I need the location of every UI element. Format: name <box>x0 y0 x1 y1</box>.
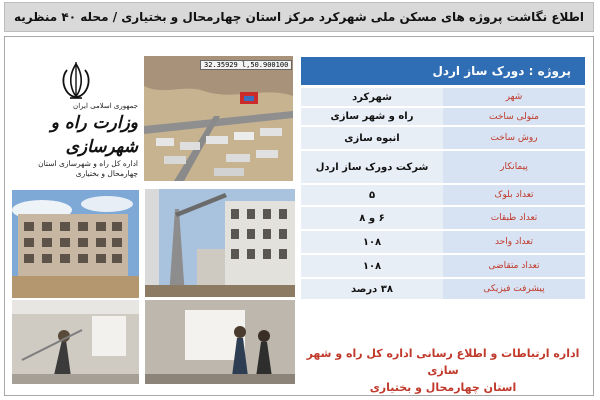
aerial-photo-drawing <box>144 56 293 181</box>
row-value: ۱۰۸ <box>301 230 443 254</box>
row-value: ۵ <box>301 184 443 206</box>
row-value: ۳۸ درصد <box>301 278 443 300</box>
building-exterior-photo-1 <box>12 190 139 298</box>
table-row <box>301 88 585 107</box>
table-row <box>301 184 585 206</box>
building-photo-drawing-1 <box>12 190 139 298</box>
row-value: انبوه سازی <box>301 126 443 150</box>
project-info-table <box>301 88 585 301</box>
row-value: راه و شهر سازی <box>301 107 443 126</box>
footer-credit <box>301 345 585 396</box>
row-key: شهر <box>443 88 585 107</box>
iran-emblem-icon <box>58 60 94 100</box>
building-photo-drawing-2 <box>145 189 295 297</box>
logo-line-2: وزارت راه و شهرسازی <box>50 113 138 157</box>
row-value: شهرکرد <box>301 88 443 107</box>
table-row <box>301 107 585 126</box>
interior-photo-drawing-2 <box>145 300 295 384</box>
logo-line-3: اداره کل راه و شهرسازی استان چهارمحال و بختیاری <box>38 159 138 178</box>
row-key: پیمانکار <box>443 150 585 184</box>
row-key: متولی ساخت <box>443 107 585 126</box>
map-coordinate-label: 32.35929 l,50.900100 <box>200 60 292 70</box>
table-row <box>301 230 585 254</box>
row-value: ۱۰۸ <box>301 254 443 278</box>
row-key: تعداد طبقات <box>443 206 585 230</box>
row-key: تعداد بلوک <box>443 184 585 206</box>
row-key: تعداد واحد <box>443 230 585 254</box>
logo-line-1: جمهوری اسلامی ایران <box>73 102 138 110</box>
row-key: پیشرفت فیزیکی <box>443 278 585 300</box>
interior-photo-2 <box>145 300 295 384</box>
interior-photo-drawing-1 <box>12 300 139 384</box>
table-row <box>301 254 585 278</box>
row-key: تعداد متقاضی <box>443 254 585 278</box>
row-value: شرکت دورک ساز اردل <box>301 150 443 184</box>
footer-line-1: اداره ارتباطات و اطلاع رسانی اداره کل راه و شهر سازی <box>306 347 580 377</box>
project-header: پروژه : دورک ساز اردل <box>301 57 585 85</box>
table-row <box>301 126 585 150</box>
row-key: روش ساخت <box>443 126 585 150</box>
table-row <box>301 206 585 230</box>
building-exterior-photo-2 <box>145 189 295 297</box>
table-row <box>301 278 585 300</box>
table-row <box>301 150 585 184</box>
footer-line-2: استان چهارمحال و بختیاری <box>369 381 517 394</box>
row-value: ۶ و ۸ <box>301 206 443 230</box>
aerial-site-photo <box>144 56 293 181</box>
page-title: اطلاع نگاشت پروژه های مسکن ملی شهرکرد مرکز استان چهارمحال و بختیاری / محله ۴۰ منظریه <box>4 2 594 32</box>
interior-photo-1 <box>12 300 139 384</box>
ministry-logo <box>10 60 140 178</box>
